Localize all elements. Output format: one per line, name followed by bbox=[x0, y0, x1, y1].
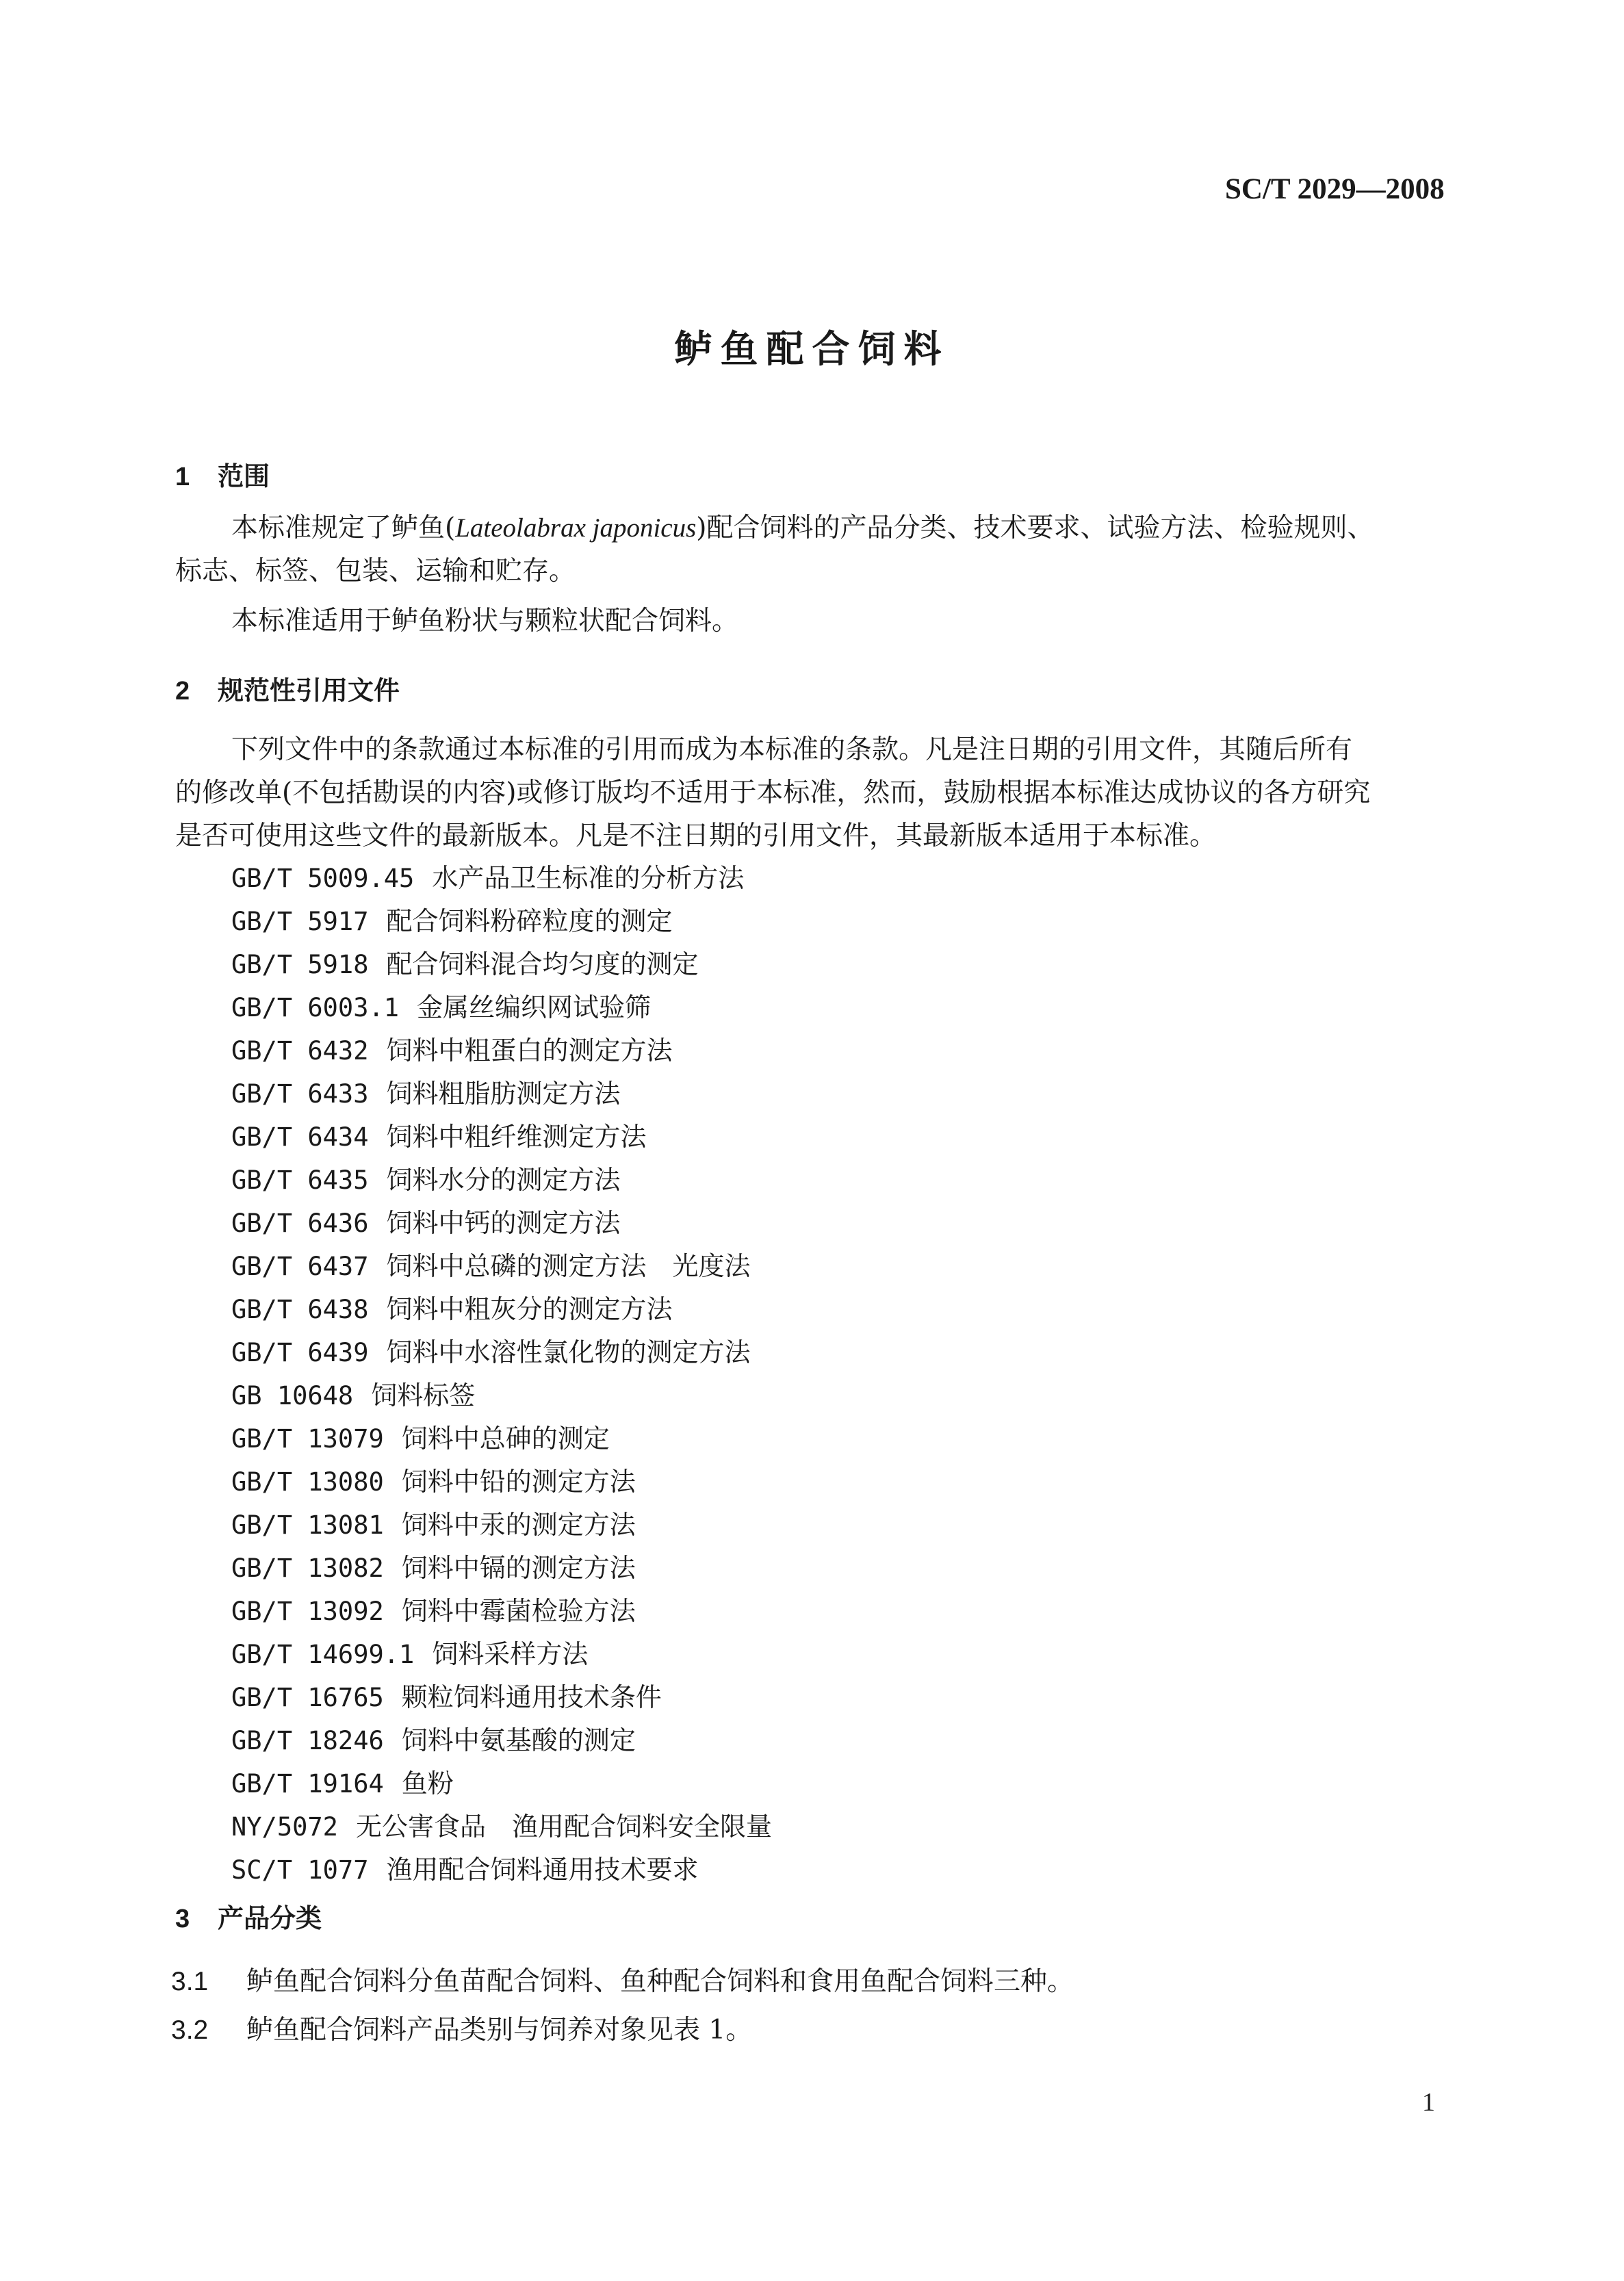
reference-item bbox=[231, 1374, 772, 1417]
reference-title: 饲料中霉菌检验方法 bbox=[401, 1596, 636, 1626]
reference-item bbox=[231, 1504, 772, 1547]
reference-title: 饲料水分的测定方法 bbox=[386, 1165, 621, 1195]
reference-title: 饲料中粗灰分的测定方法 bbox=[386, 1294, 673, 1324]
reference-item bbox=[231, 1460, 772, 1504]
text-run: 本标准规定了鲈鱼( bbox=[231, 513, 456, 543]
reference-title: 饲料中总砷的测定 bbox=[401, 1423, 610, 1454]
scope-paragraph-2: 本标准适用于鲈鱼粉状与颗粒状配合饲料。 bbox=[231, 606, 739, 636]
clause-3-2 bbox=[171, 2009, 752, 2047]
section-number: 2 bbox=[175, 677, 190, 706]
reference-code: GB/T 5918 bbox=[231, 950, 369, 979]
reference-list bbox=[231, 857, 772, 1892]
reference-code: GB/T 13080 bbox=[231, 1467, 384, 1497]
reference-code: NY/5072 bbox=[231, 1812, 338, 1842]
reference-code: GB/T 13092 bbox=[231, 1597, 384, 1626]
reference-code: GB/T 6433 bbox=[231, 1079, 369, 1109]
references-intro-line-1: 下列文件中的条款通过本标准的引用而成为本标准的条款。凡是注日期的引用文件，其随后所有 bbox=[231, 734, 1353, 765]
references-intro-line-2: 的修改单(不包括勘误的内容)或修订版均不适用于本标准，然而，鼓励根据本标准达成协议的各方研究 bbox=[175, 777, 1371, 808]
reference-title: 配合饲料混合均匀度的测定 bbox=[386, 949, 699, 979]
reference-item bbox=[231, 1805, 772, 1848]
reference-code: GB/T 16765 bbox=[231, 1683, 384, 1712]
reference-title: 饲料中镉的测定方法 bbox=[401, 1553, 636, 1583]
section-title: 范围 bbox=[218, 461, 270, 491]
reference-code: GB/T 5917 bbox=[231, 907, 369, 936]
reference-title: 饲料中氨基酸的测定 bbox=[401, 1725, 636, 1755]
section-2-heading bbox=[175, 669, 400, 707]
reference-code: GB/T 6434 bbox=[231, 1122, 369, 1152]
reference-title: 配合饲料粉碎粒度的测定 bbox=[386, 906, 673, 936]
clause-number: 3.1 bbox=[171, 1967, 209, 1996]
references-intro-line-3: 是否可使用这些文件的最新版本。凡是不注日期的引用文件，其最新版本适用于本标准。 bbox=[175, 821, 1217, 851]
reference-item bbox=[231, 1590, 772, 1633]
reference-title: 饲料中汞的测定方法 bbox=[401, 1510, 636, 1540]
reference-item bbox=[231, 943, 772, 986]
section-3-heading bbox=[175, 1897, 322, 1935]
reference-code: GB/T 13081 bbox=[231, 1510, 384, 1540]
scope-paragraph-1 bbox=[231, 506, 1374, 550]
reference-item bbox=[231, 1116, 772, 1159]
reference-code: GB/T 6432 bbox=[231, 1036, 369, 1066]
reference-title: 金属丝编织网试验筛 bbox=[417, 992, 652, 1022]
reference-code: GB/T 6438 bbox=[231, 1295, 369, 1324]
section-title: 产品分类 bbox=[218, 1903, 322, 1933]
reference-item bbox=[231, 1159, 772, 1202]
reference-item bbox=[231, 1417, 772, 1460]
reference-item bbox=[231, 900, 772, 943]
reference-code: GB/T 6439 bbox=[231, 1338, 369, 1367]
reference-item bbox=[231, 1245, 772, 1288]
reference-item bbox=[231, 1288, 772, 1331]
scope-paragraph-1-cont: 标志、标签、包装、运输和贮存。 bbox=[175, 556, 576, 587]
reference-code: SC/T 1077 bbox=[231, 1855, 369, 1885]
clause-text: 鲈鱼配合饲料产品类别与饲养对象见表 1。 bbox=[246, 2015, 753, 2046]
reference-item bbox=[231, 1547, 772, 1590]
section-number: 3 bbox=[175, 1905, 190, 1933]
reference-title: 渔用配合饲料通用技术要求 bbox=[386, 1855, 699, 1885]
section-title: 规范性引用文件 bbox=[218, 675, 400, 706]
reference-title: 饲料采样方法 bbox=[432, 1639, 589, 1669]
reference-title: 颗粒饲料通用技术条件 bbox=[401, 1682, 662, 1712]
reference-item bbox=[231, 1848, 772, 1892]
reference-item bbox=[231, 986, 772, 1029]
reference-item bbox=[231, 1719, 772, 1762]
reference-title: 饲料粗脂肪测定方法 bbox=[386, 1079, 621, 1109]
reference-code: GB/T 13082 bbox=[231, 1554, 384, 1583]
reference-item bbox=[231, 1029, 772, 1072]
section-1-heading bbox=[175, 455, 270, 493]
reference-title: 饲料标签 bbox=[371, 1380, 476, 1410]
clause-3-1 bbox=[171, 1960, 1074, 1998]
reference-item bbox=[231, 1072, 772, 1116]
reference-item bbox=[231, 1676, 772, 1719]
reference-code: GB/T 6003.1 bbox=[231, 993, 400, 1022]
reference-code: GB/T 19164 bbox=[231, 1769, 384, 1799]
reference-code: GB/T 6436 bbox=[231, 1209, 369, 1238]
reference-item bbox=[231, 1202, 772, 1245]
document-title: 鲈鱼配合饲料 bbox=[674, 327, 950, 371]
reference-title: 饲料中水溶性氯化物的测定方法 bbox=[386, 1337, 751, 1367]
reference-title: 饲料中钙的测定方法 bbox=[386, 1208, 621, 1238]
reference-code: GB/T 6437 bbox=[231, 1252, 369, 1281]
text-run: )配合饲料的产品分类、技术要求、试验方法、检验规则、 bbox=[696, 513, 1374, 543]
reference-title: 无公害食品 渔用配合饲料安全限量 bbox=[355, 1812, 772, 1842]
reference-item bbox=[231, 857, 772, 900]
reference-code: GB/T 6435 bbox=[231, 1165, 369, 1195]
reference-code: GB/T 18246 bbox=[231, 1726, 384, 1755]
reference-code: GB/T 14699.1 bbox=[231, 1640, 415, 1669]
reference-code: GB 10648 bbox=[231, 1381, 354, 1410]
reference-item bbox=[231, 1633, 772, 1676]
reference-title: 饲料中总磷的测定方法 光度法 bbox=[386, 1251, 751, 1281]
reference-item bbox=[231, 1762, 772, 1805]
page-number: 1 bbox=[1422, 2088, 1435, 2117]
reference-title: 饲料中粗纤维测定方法 bbox=[386, 1122, 647, 1152]
reference-code: GB/T 5009.45 bbox=[231, 864, 415, 893]
clause-number: 3.2 bbox=[171, 2015, 209, 2045]
reference-code: GB/T 13079 bbox=[231, 1424, 384, 1454]
clause-text: 鲈鱼配合饲料分鱼苗配合饲料、鱼种配合饲料和食用鱼配合饲料三种。 bbox=[246, 1966, 1074, 1997]
reference-title: 饲料中粗蛋白的测定方法 bbox=[386, 1035, 673, 1066]
reference-title: 水产品卫生标准的分析方法 bbox=[432, 863, 745, 893]
species-latin-name: Lateolabrax japonicus bbox=[455, 513, 697, 543]
standard-number: SC/T 2029—2008 bbox=[1225, 173, 1445, 205]
section-number: 1 bbox=[175, 463, 190, 491]
reference-title: 鱼粉 bbox=[401, 1768, 454, 1799]
reference-item bbox=[231, 1331, 772, 1374]
reference-title: 饲料中铅的测定方法 bbox=[401, 1467, 636, 1497]
